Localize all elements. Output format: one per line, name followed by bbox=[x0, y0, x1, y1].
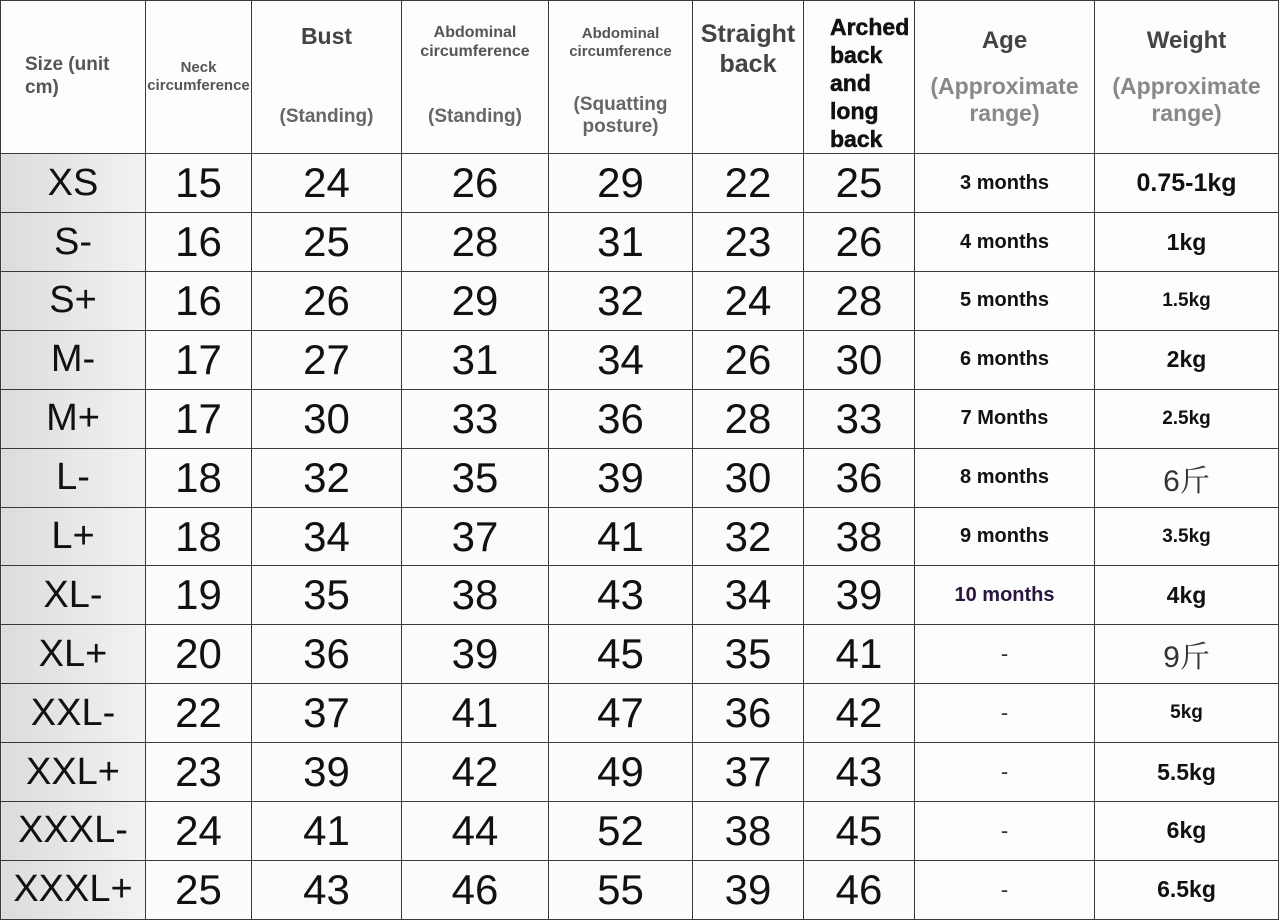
table-row bbox=[1, 802, 1279, 861]
arched-back-cell: 42 bbox=[804, 684, 915, 743]
abdominal-standing-cell: 39 bbox=[402, 625, 549, 684]
header-neck: Neck circumference bbox=[146, 1, 252, 154]
abdominal-squatting-cell: 29 bbox=[549, 154, 693, 213]
straight-back-cell: 35 bbox=[693, 625, 804, 684]
abdominal-squatting-cell: 43 bbox=[549, 566, 693, 625]
size-cell: XXXL- bbox=[1, 802, 146, 861]
age-cell: - bbox=[915, 625, 1095, 684]
table-row bbox=[1, 389, 1279, 448]
arched-back-cell: 26 bbox=[804, 213, 915, 272]
bust-cell: 37 bbox=[252, 684, 402, 743]
weight-cell: 6斤 bbox=[1095, 448, 1279, 507]
arched-back-cell: 46 bbox=[804, 860, 915, 919]
weight-cell: 5kg bbox=[1095, 684, 1279, 743]
straight-back-cell: 34 bbox=[693, 566, 804, 625]
size-cell: XXL- bbox=[1, 684, 146, 743]
size-cell: XL+ bbox=[1, 625, 146, 684]
abdominal-standing-cell: 46 bbox=[402, 860, 549, 919]
bust-cell: 35 bbox=[252, 566, 402, 625]
bust-cell: 43 bbox=[252, 860, 402, 919]
weight-cell: 5.5kg bbox=[1095, 743, 1279, 802]
weight-cell: 4kg bbox=[1095, 566, 1279, 625]
abdominal-squatting-cell: 45 bbox=[549, 625, 693, 684]
bust-cell: 36 bbox=[252, 625, 402, 684]
size-cell: S+ bbox=[1, 272, 146, 331]
weight-cell: 3.5kg bbox=[1095, 507, 1279, 566]
weight-cell: 1kg bbox=[1095, 213, 1279, 272]
size-cell: M+ bbox=[1, 389, 146, 448]
neck-cell: 25 bbox=[146, 860, 252, 919]
table-row bbox=[1, 625, 1279, 684]
straight-back-cell: 24 bbox=[693, 272, 804, 331]
table-row bbox=[1, 684, 1279, 743]
neck-cell: 15 bbox=[146, 154, 252, 213]
abdominal-standing-cell: 44 bbox=[402, 802, 549, 861]
age-cell: - bbox=[915, 860, 1095, 919]
table-row bbox=[1, 448, 1279, 507]
arched-back-cell: 36 bbox=[804, 448, 915, 507]
arched-back-cell: 39 bbox=[804, 566, 915, 625]
abdominal-squatting-cell: 47 bbox=[549, 684, 693, 743]
age-cell: 5 months bbox=[915, 272, 1095, 331]
neck-cell: 16 bbox=[146, 213, 252, 272]
table-row bbox=[1, 860, 1279, 919]
abdominal-standing-cell: 26 bbox=[402, 154, 549, 213]
size-cell: L- bbox=[1, 448, 146, 507]
abdominal-squatting-cell: 55 bbox=[549, 860, 693, 919]
age-cell: - bbox=[915, 684, 1095, 743]
straight-back-cell: 32 bbox=[693, 507, 804, 566]
table-row bbox=[1, 213, 1279, 272]
abdominal-standing-cell: 33 bbox=[402, 389, 549, 448]
age-cell: - bbox=[915, 743, 1095, 802]
neck-cell: 20 bbox=[146, 625, 252, 684]
header-bust-sub: (Standing) bbox=[279, 106, 374, 128]
table-row bbox=[1, 272, 1279, 331]
abdominal-standing-cell: 31 bbox=[402, 330, 549, 389]
weight-cell: 0.75-1kg bbox=[1095, 154, 1279, 213]
neck-cell: 23 bbox=[146, 743, 252, 802]
weight-cell: 1.5kg bbox=[1095, 272, 1279, 331]
straight-back-cell: 23 bbox=[693, 213, 804, 272]
size-cell: XS bbox=[1, 154, 146, 213]
age-cell: 10 months bbox=[915, 566, 1095, 625]
abdominal-standing-cell: 29 bbox=[402, 272, 549, 331]
header-abdominal-standing-title: Abdominal circumference bbox=[420, 24, 530, 61]
neck-cell: 22 bbox=[146, 684, 252, 743]
arched-back-cell: 43 bbox=[804, 743, 915, 802]
straight-back-cell: 36 bbox=[693, 684, 804, 743]
header-age-sub: (Approximate range) bbox=[930, 72, 1079, 127]
header-row bbox=[1, 1, 1279, 154]
header-arched-back: Arched back and long back bbox=[804, 1, 915, 154]
abdominal-squatting-cell: 36 bbox=[549, 389, 693, 448]
header-bust-title: Bust bbox=[300, 23, 353, 49]
abdominal-squatting-cell: 34 bbox=[549, 330, 693, 389]
size-cell: M- bbox=[1, 330, 146, 389]
size-cell: XL- bbox=[1, 566, 146, 625]
header-weight bbox=[1095, 1, 1279, 154]
header-bust bbox=[252, 1, 402, 154]
bust-cell: 25 bbox=[252, 213, 402, 272]
abdominal-standing-cell: 42 bbox=[402, 743, 549, 802]
table-row bbox=[1, 330, 1279, 389]
abdominal-squatting-cell: 31 bbox=[549, 213, 693, 272]
weight-cell: 9斤 bbox=[1095, 625, 1279, 684]
arched-back-cell: 33 bbox=[804, 389, 915, 448]
straight-back-cell: 28 bbox=[693, 389, 804, 448]
neck-cell: 18 bbox=[146, 448, 252, 507]
age-cell: 8 months bbox=[915, 448, 1095, 507]
arched-back-cell: 38 bbox=[804, 507, 915, 566]
arched-back-cell: 45 bbox=[804, 802, 915, 861]
weight-cell: 2.5kg bbox=[1095, 389, 1279, 448]
straight-back-cell: 38 bbox=[693, 802, 804, 861]
age-cell: 6 months bbox=[915, 330, 1095, 389]
bust-cell: 26 bbox=[252, 272, 402, 331]
size-cell: S- bbox=[1, 213, 146, 272]
neck-cell: 18 bbox=[146, 507, 252, 566]
straight-back-cell: 26 bbox=[693, 330, 804, 389]
abdominal-standing-cell: 35 bbox=[402, 448, 549, 507]
abdominal-squatting-cell: 49 bbox=[549, 743, 693, 802]
weight-cell: 6.5kg bbox=[1095, 860, 1279, 919]
header-size: Size (unit cm) bbox=[1, 1, 146, 154]
header-abdominal-standing-sub: (Standing) bbox=[428, 106, 522, 128]
bust-cell: 34 bbox=[252, 507, 402, 566]
neck-cell: 17 bbox=[146, 389, 252, 448]
header-weight-title: Weight bbox=[1146, 26, 1227, 54]
size-cell: L+ bbox=[1, 507, 146, 566]
arched-back-cell: 41 bbox=[804, 625, 915, 684]
table-row bbox=[1, 743, 1279, 802]
neck-cell: 16 bbox=[146, 272, 252, 331]
abdominal-squatting-cell: 52 bbox=[549, 802, 693, 861]
neck-cell: 24 bbox=[146, 802, 252, 861]
header-straight-back: Straight back bbox=[693, 1, 804, 154]
arched-back-cell: 25 bbox=[804, 154, 915, 213]
abdominal-standing-cell: 37 bbox=[402, 507, 549, 566]
age-cell: 4 months bbox=[915, 213, 1095, 272]
header-abdominal-squatting bbox=[549, 1, 693, 154]
header-age-title: Age bbox=[981, 26, 1028, 54]
bust-cell: 39 bbox=[252, 743, 402, 802]
size-cell: XXXL+ bbox=[1, 860, 146, 919]
age-cell: 7 Months bbox=[915, 389, 1095, 448]
abdominal-standing-cell: 41 bbox=[402, 684, 549, 743]
table-row bbox=[1, 154, 1279, 213]
age-cell: 3 months bbox=[915, 154, 1095, 213]
table-row bbox=[1, 507, 1279, 566]
straight-back-cell: 30 bbox=[693, 448, 804, 507]
straight-back-cell: 22 bbox=[693, 154, 804, 213]
abdominal-squatting-cell: 39 bbox=[549, 448, 693, 507]
header-age bbox=[915, 1, 1095, 154]
bust-cell: 24 bbox=[252, 154, 402, 213]
weight-cell: 6kg bbox=[1095, 802, 1279, 861]
abdominal-standing-cell: 28 bbox=[402, 213, 549, 272]
abdominal-squatting-cell: 32 bbox=[549, 272, 693, 331]
table-body bbox=[1, 154, 1279, 920]
bust-cell: 30 bbox=[252, 389, 402, 448]
neck-cell: 19 bbox=[146, 566, 252, 625]
abdominal-squatting-cell: 41 bbox=[549, 507, 693, 566]
straight-back-cell: 37 bbox=[693, 743, 804, 802]
header-abdominal-standing bbox=[402, 1, 549, 154]
age-cell: - bbox=[915, 802, 1095, 861]
bust-cell: 41 bbox=[252, 802, 402, 861]
header-abdominal-squatting-title: Abdominal circumference bbox=[569, 25, 672, 60]
table-row bbox=[1, 566, 1279, 625]
bust-cell: 27 bbox=[252, 330, 402, 389]
bust-cell: 32 bbox=[252, 448, 402, 507]
header-abdominal-squatting-sub: (Squatting posture) bbox=[573, 93, 668, 138]
size-cell: XXL+ bbox=[1, 743, 146, 802]
weight-cell: 2kg bbox=[1095, 330, 1279, 389]
straight-back-cell: 39 bbox=[693, 860, 804, 919]
age-cell: 9 months bbox=[915, 507, 1095, 566]
arched-back-cell: 30 bbox=[804, 330, 915, 389]
neck-cell: 17 bbox=[146, 330, 252, 389]
header-weight-sub: (Approximate range) bbox=[1112, 72, 1261, 127]
abdominal-standing-cell: 38 bbox=[402, 566, 549, 625]
arched-back-cell: 28 bbox=[804, 272, 915, 331]
